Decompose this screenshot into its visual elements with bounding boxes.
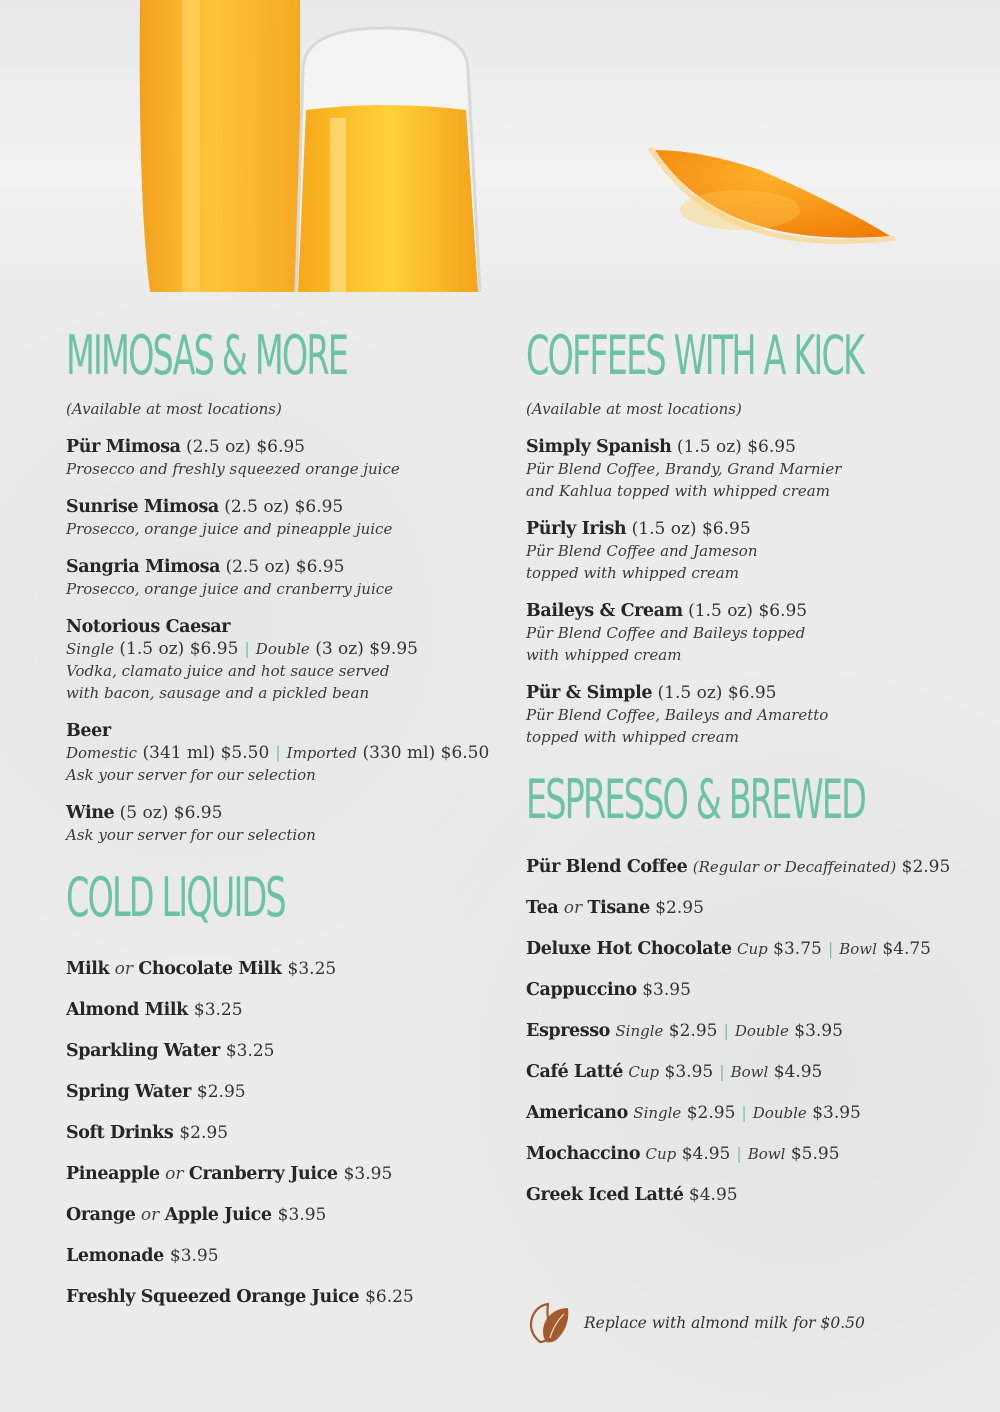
list-item bbox=[526, 938, 966, 960]
option-price: $3.75 bbox=[773, 939, 822, 959]
item-price: $3.95 bbox=[642, 980, 691, 1000]
left-column bbox=[66, 322, 490, 1327]
coffees-heading: COFFEES WITH A KICK bbox=[526, 324, 864, 387]
item-name: Tea bbox=[526, 898, 559, 918]
item-description: Prosecco, orange juice and pineapple juice bbox=[66, 520, 393, 538]
item-description: Prosecco, orange juice and cranberry juice bbox=[66, 580, 394, 598]
option-label: Bowl bbox=[839, 940, 877, 958]
option-label: Imported bbox=[286, 744, 358, 762]
item-price: $6.95 bbox=[294, 497, 344, 517]
option-size: (341 ml) bbox=[142, 743, 216, 763]
option-size: (3 oz) bbox=[315, 639, 364, 659]
list-item bbox=[66, 1286, 486, 1308]
menu-item bbox=[66, 496, 486, 540]
item-price: $2.95 bbox=[655, 898, 704, 918]
hero-photo bbox=[0, 0, 1000, 292]
item-name: Baileys & Cream bbox=[526, 601, 683, 621]
separator: | bbox=[719, 1062, 725, 1081]
item-name-alt: Tisane bbox=[587, 898, 650, 918]
item-price: $3.25 bbox=[225, 1041, 275, 1061]
item-price: $2.95 bbox=[901, 857, 951, 877]
item-description: with whipped cream bbox=[526, 646, 682, 664]
item-price: $6.95 bbox=[747, 437, 796, 457]
item-name: Cappuccino bbox=[526, 980, 637, 1000]
item-price: $6.95 bbox=[295, 557, 345, 577]
item-price: $2.95 bbox=[196, 1082, 246, 1102]
item-size: (1.5 oz) bbox=[631, 519, 697, 539]
item-description: Pür Blend Coffee and Jameson bbox=[526, 542, 758, 560]
cold-liquids-list bbox=[66, 958, 486, 1308]
option-label: Single bbox=[66, 640, 115, 658]
item-name: Americano bbox=[526, 1103, 628, 1123]
item-price: $6.95 bbox=[701, 519, 751, 539]
item-price: $3.25 bbox=[287, 959, 337, 979]
option-label: Bowl bbox=[747, 1145, 786, 1163]
option-label: Domestic bbox=[66, 744, 138, 762]
or-word: or bbox=[165, 1164, 184, 1184]
list-item bbox=[66, 999, 486, 1021]
item-name-alt: Chocolate Milk bbox=[138, 959, 282, 979]
option-price: $6.50 bbox=[440, 743, 490, 763]
item-name: Soft Drinks bbox=[66, 1123, 174, 1143]
list-item bbox=[526, 1102, 966, 1124]
menu-item-wine bbox=[66, 802, 486, 846]
item-name: Espresso bbox=[526, 1021, 610, 1041]
item-description: Prosecco and freshly squeezed orange juice bbox=[66, 460, 400, 478]
item-size: (5 oz) bbox=[119, 803, 169, 823]
item-name-alt: Apple Juice bbox=[164, 1205, 272, 1225]
or-word: or bbox=[563, 898, 583, 918]
option-price: $5.95 bbox=[790, 1144, 840, 1164]
mimosa-photo-illustration bbox=[0, 0, 1000, 292]
option-price: $3.95 bbox=[812, 1103, 861, 1123]
separator: | bbox=[827, 939, 834, 958]
list-item bbox=[526, 856, 966, 878]
item-description: with bacon, sausage and a pickled bean bbox=[66, 684, 370, 702]
list-item bbox=[526, 1143, 966, 1165]
right-column bbox=[526, 322, 966, 1225]
mimosas-heading: MIMOSAS & MORE bbox=[66, 324, 348, 387]
list-item bbox=[526, 979, 966, 1001]
separator: | bbox=[275, 743, 281, 762]
almond-icon bbox=[526, 1302, 572, 1346]
list-item bbox=[66, 1245, 486, 1267]
option-price: $4.95 bbox=[773, 1062, 823, 1082]
item-size: (1.5 oz) bbox=[657, 683, 723, 703]
item-note: (Regular or Decaffeinated) bbox=[692, 858, 897, 876]
item-name: Milk bbox=[66, 959, 110, 979]
item-name: Simply Spanish bbox=[526, 437, 672, 457]
espresso-list bbox=[526, 856, 966, 1206]
option-size: (1.5 oz) bbox=[119, 639, 185, 659]
menu-item bbox=[66, 556, 486, 600]
option-label: Double bbox=[255, 640, 310, 658]
option-label: Cup bbox=[645, 1145, 677, 1163]
list-item bbox=[526, 897, 966, 919]
option-label: Single bbox=[633, 1104, 682, 1122]
item-description: Vodka, clamato juice and hot sauce served bbox=[66, 662, 390, 680]
item-size: (1.5 oz) bbox=[688, 601, 754, 621]
item-name: Wine bbox=[66, 803, 115, 823]
option-label: Cup bbox=[737, 940, 768, 958]
menu-item-caesar bbox=[66, 616, 486, 704]
item-size: (2.5 oz) bbox=[225, 557, 291, 577]
option-label: Double bbox=[752, 1104, 807, 1122]
item-name: Sparkling Water bbox=[66, 1041, 220, 1061]
item-name: Sunrise Mimosa bbox=[66, 497, 219, 517]
or-word: or bbox=[140, 1205, 160, 1225]
list-item bbox=[526, 1020, 966, 1042]
list-item bbox=[66, 1204, 486, 1226]
item-price: $3.25 bbox=[193, 1000, 243, 1020]
option-price: $4.95 bbox=[681, 1144, 731, 1164]
item-price: $6.95 bbox=[173, 803, 223, 823]
option-price: $6.95 bbox=[189, 639, 239, 659]
list-item bbox=[66, 1081, 486, 1103]
item-name: Pineapple bbox=[66, 1164, 160, 1184]
item-name: Pür Blend Coffee bbox=[526, 857, 688, 877]
option-label: Single bbox=[615, 1022, 664, 1040]
menu-item bbox=[526, 682, 966, 748]
item-name: Almond Milk bbox=[66, 1000, 188, 1020]
list-item bbox=[66, 1122, 486, 1144]
coffees-availability: (Available at most locations) bbox=[526, 400, 742, 418]
item-name: Mochaccino bbox=[526, 1144, 641, 1164]
option-label: Cup bbox=[628, 1063, 660, 1081]
item-description: topped with whipped cream bbox=[526, 564, 739, 582]
item-price: $4.95 bbox=[688, 1185, 738, 1205]
separator: | bbox=[723, 1021, 729, 1040]
list-item bbox=[66, 1163, 486, 1185]
option-price: $3.95 bbox=[664, 1062, 714, 1082]
item-name: Café Latté bbox=[526, 1062, 623, 1082]
menu-item bbox=[526, 518, 966, 584]
almond-milk-note bbox=[526, 1302, 926, 1348]
item-description: Pür Blend Coffee and Baileys topped bbox=[526, 624, 806, 642]
item-price: $6.25 bbox=[365, 1287, 414, 1307]
option-label: Double bbox=[734, 1022, 789, 1040]
item-name: Sangria Mimosa bbox=[66, 557, 221, 577]
menu-item-beer bbox=[66, 720, 490, 786]
option-price: $5.50 bbox=[220, 743, 270, 763]
list-item bbox=[66, 958, 486, 980]
menu-item bbox=[526, 600, 966, 666]
item-name: Greek Iced Latté bbox=[526, 1185, 684, 1205]
menu-item bbox=[66, 436, 486, 480]
item-price: $3.95 bbox=[277, 1205, 327, 1225]
option-price: $2.95 bbox=[668, 1021, 718, 1041]
option-size: (330 ml) bbox=[362, 743, 436, 763]
item-size: (2.5 oz) bbox=[224, 497, 290, 517]
item-name: Freshly Squeezed Orange Juice bbox=[66, 1287, 360, 1307]
list-item bbox=[526, 1061, 966, 1083]
or-word: or bbox=[114, 959, 133, 979]
separator: | bbox=[244, 639, 250, 658]
option-price: $9.95 bbox=[369, 639, 418, 659]
item-name-alt: Cranberry Juice bbox=[188, 1164, 338, 1184]
mimosas-availability: (Available at most locations) bbox=[66, 400, 282, 418]
item-description: Ask your server for our selection bbox=[66, 826, 316, 844]
item-description: and Kahlua topped with whipped cream bbox=[526, 482, 830, 500]
item-name: Pürly Irish bbox=[526, 519, 627, 539]
item-price: $3.95 bbox=[343, 1164, 393, 1184]
item-description: Pür Blend Coffee, Baileys and Amaretto bbox=[526, 706, 829, 724]
item-name: Spring Water bbox=[66, 1082, 191, 1102]
item-name: Lemonade bbox=[66, 1246, 164, 1266]
item-name: Pür & Simple bbox=[526, 683, 653, 703]
item-description: Ask your server for our selection bbox=[66, 766, 316, 784]
menu-item bbox=[526, 436, 966, 502]
list-item bbox=[66, 1040, 486, 1062]
item-description: topped with whipped cream bbox=[526, 728, 739, 746]
espresso-heading: ESPRESSO & BREWED bbox=[526, 768, 866, 831]
option-price: $2.95 bbox=[686, 1103, 736, 1123]
cold-liquids-heading: COLD LIQUIDS bbox=[66, 866, 285, 929]
separator: | bbox=[741, 1103, 747, 1122]
item-name: Deluxe Hot Chocolate bbox=[526, 939, 732, 959]
option-label: Bowl bbox=[730, 1063, 769, 1081]
item-price: $2.95 bbox=[179, 1123, 229, 1143]
separator: | bbox=[736, 1144, 742, 1163]
option-price: $3.95 bbox=[794, 1021, 843, 1041]
almond-note-text: Replace with almond milk for $0.50 bbox=[584, 1314, 865, 1332]
item-price: $6.95 bbox=[256, 437, 305, 457]
item-name: Beer bbox=[66, 721, 111, 741]
item-name: Pür Mimosa bbox=[66, 437, 181, 457]
item-price: $6.95 bbox=[727, 683, 777, 703]
list-item bbox=[526, 1184, 966, 1206]
option-price: $4.75 bbox=[882, 939, 931, 959]
item-size: (1.5 oz) bbox=[676, 437, 742, 457]
item-price: $6.95 bbox=[758, 601, 808, 621]
item-description: Pür Blend Coffee, Brandy, Grand Marnier bbox=[526, 460, 842, 478]
item-size: (2.5 oz) bbox=[186, 437, 251, 457]
item-price: $3.95 bbox=[169, 1246, 219, 1266]
item-name: Orange bbox=[66, 1205, 136, 1225]
item-name: Notorious Caesar bbox=[66, 617, 231, 637]
